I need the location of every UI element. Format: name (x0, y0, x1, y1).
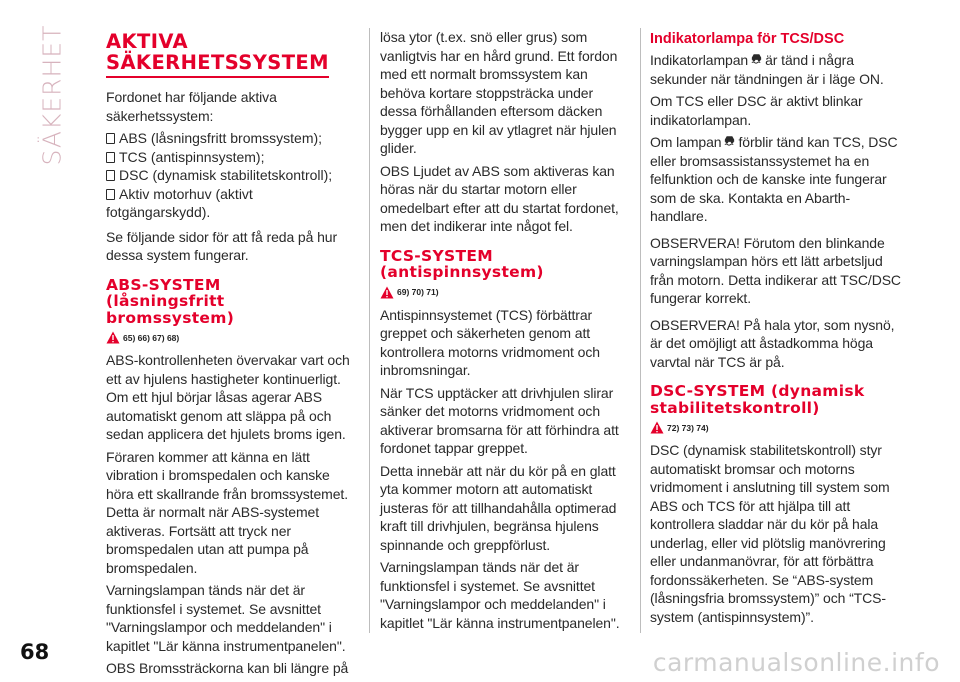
watermark: carmanualsonline.info (652, 648, 940, 677)
tcs-paragraph: Varningslampan tänds när det är funktionsfel i systemet. Se avsnittet "Varningslampor och meddelanden" i kapitlet "Lär känna instrumentpanelen". (380, 559, 620, 631)
observera-note: OBSERVERA! På hala ytor, som nysnö, är det omöjligt att åstadkomma höga varvtal när TCS är på. (650, 316, 895, 370)
indicator-paragraph: Indikatorlampan är tänd i några sekunder när tändningen är i läge ON. (650, 52, 884, 87)
warning-triangle-icon (380, 286, 394, 299)
list-item: ABS (låsningsfritt bromssystem); (106, 129, 360, 148)
warning-triangle-icon (650, 421, 664, 434)
column-2 (380, 28, 632, 636)
see-pages-paragraph: Se följande sidor för att få reda på hur dessa system fungerar. (106, 228, 338, 263)
page-title: AKTIVA SÄKERHETSSYSTEM (106, 31, 329, 78)
skidding-car-icon (723, 133, 736, 146)
abs-paragraph: OBS Bromssträckorna kan bli längre på (106, 660, 349, 676)
column-3 (650, 28, 906, 630)
abs-continued-paragraph: lösa ytor (t.ex. snö eller grus) som vanligtvis har en hård grund. Ett fordon med ett normalt bromssystem kan behöva kortare stoppsträcka under dessa förhållanden eftersom däcken bygger upp en kil av ytlagret när hjulen glider. (380, 29, 618, 156)
systems-list (106, 129, 360, 222)
indicator-paragraph: Om TCS eller DSC är aktivt blinkar indikatorlampan. (650, 93, 863, 128)
dsc-warning-refs: 72) 73) 74) (650, 421, 906, 434)
abs-paragraph: Föraren kommer att känna en lätt vibration i bromspedalen och kanske höra ett skallrande från bromssystemet. Detta är normalt när ABS-systemet aktiveras. Fortsätt att tryck ner bromspedalen utan att pumpa på bromspedalen. (106, 448, 348, 576)
tcs-paragraph: Detta innebär att när du kör på en glatt yta kommer motorn att automatiskt justeras för att tillhandahålla optimerad kraft till drivhjulen, begränsa hjulens spinnande och greppförlust. (380, 462, 617, 553)
tcs-section-title: TCS-SYSTEM (antispinnsystem) (380, 246, 544, 281)
abs-paragraph: Varningslampan tänds när det är funktionsfel i systemet. Se avsnittet "Varningslampor och meddelanden" i kapitlet "Lär känna instrumentpanelen". (106, 582, 346, 654)
intro-paragraph: Fordonet har följande aktiva säkerhetssystem: (106, 89, 277, 124)
skidding-car-icon (750, 51, 763, 64)
checkbox-bullet-icon (106, 152, 115, 163)
tcs-paragraph: När TCS upptäcker att drivhjulen slirar sänker det motorns vridmoment och aktiverar bromsarna för att förhindra att fordonet tappar greppet. (380, 384, 619, 456)
column-1 (106, 28, 360, 682)
list-item: TCS (antispinnsystem); (106, 148, 360, 167)
abs-paragraph: ABS-kontrollenheten övervakar vart och ett av hjulens hastigheter kontinuerligt. Om ett hjul börjar låsas agerar ABS automatiskt genom att släppa på och sedan applicera det hjulets broms igen. (106, 352, 350, 442)
section-sidebar-label: SÄKERHET (37, 24, 67, 166)
abs-sound-note: OBS Ljudet av ABS som aktiveras kan höras när du startar motorn eller omedelbart efter att du startat fordonet, men det indikerar inte något fel. (380, 162, 619, 234)
tcs-paragraph: Antispinnsystemet (TCS) förbättrar greppet och säkerheten genom att kontrollera motorns vridmoment och inbromsningar. (380, 306, 600, 378)
list-item: Aktiv motorhuv (aktivt fotgängarskydd). (106, 185, 253, 220)
indicator-title: Indikatorlampa för TCS/DSC (650, 31, 845, 47)
column-divider (369, 28, 370, 633)
checkbox-bullet-icon (106, 133, 115, 144)
abs-warning-refs: 65) 66) 67) 68) (106, 331, 360, 344)
list-item: DSC (dynamisk stabilitetskontroll); (106, 166, 360, 185)
warning-triangle-icon (106, 331, 120, 344)
dsc-paragraph: DSC (dynamisk stabilitetskontroll) styr automatiskt bromsar och motorns vridmoment i anslutning till system som ABS och TCS för att hjälpa till att kontrollera sladdar när du kör på hala underlag, eller vid plötslig manövrering eller undanmanövrar, för att förbättra fordonssäkerheten. Se “ABS-system (låsningsfria bromssystem)” och “TCS-system (antispinnsystem)”. (650, 442, 890, 625)
observera-note: OBSERVERA! Förutom den blinkande varningslampan hörs ett lätt arbetsljud från motorn. Detta indikerar att TSC/DSC fungerar korrekt. (650, 234, 901, 306)
abs-section-title: ABS-SYSTEM (låsningsfritt bromssystem) (106, 275, 235, 327)
page-number: 68 (20, 640, 50, 664)
checkbox-bullet-icon (106, 170, 115, 181)
checkbox-bullet-icon (106, 189, 115, 200)
indicator-paragraph: Om lampan förblir tänd kan TCS, DSC eller bromsassistanssystemet ha en felfunktion och de kanske inte fungerar som de ska. Kontakta en Abarth-handlare. (650, 134, 898, 224)
tcs-warning-refs: 69) 70) 71) (380, 286, 632, 299)
column-divider (640, 28, 641, 633)
dsc-section-title: DSC-SYSTEM (dynamisk stabilitetskontroll) (650, 382, 865, 417)
